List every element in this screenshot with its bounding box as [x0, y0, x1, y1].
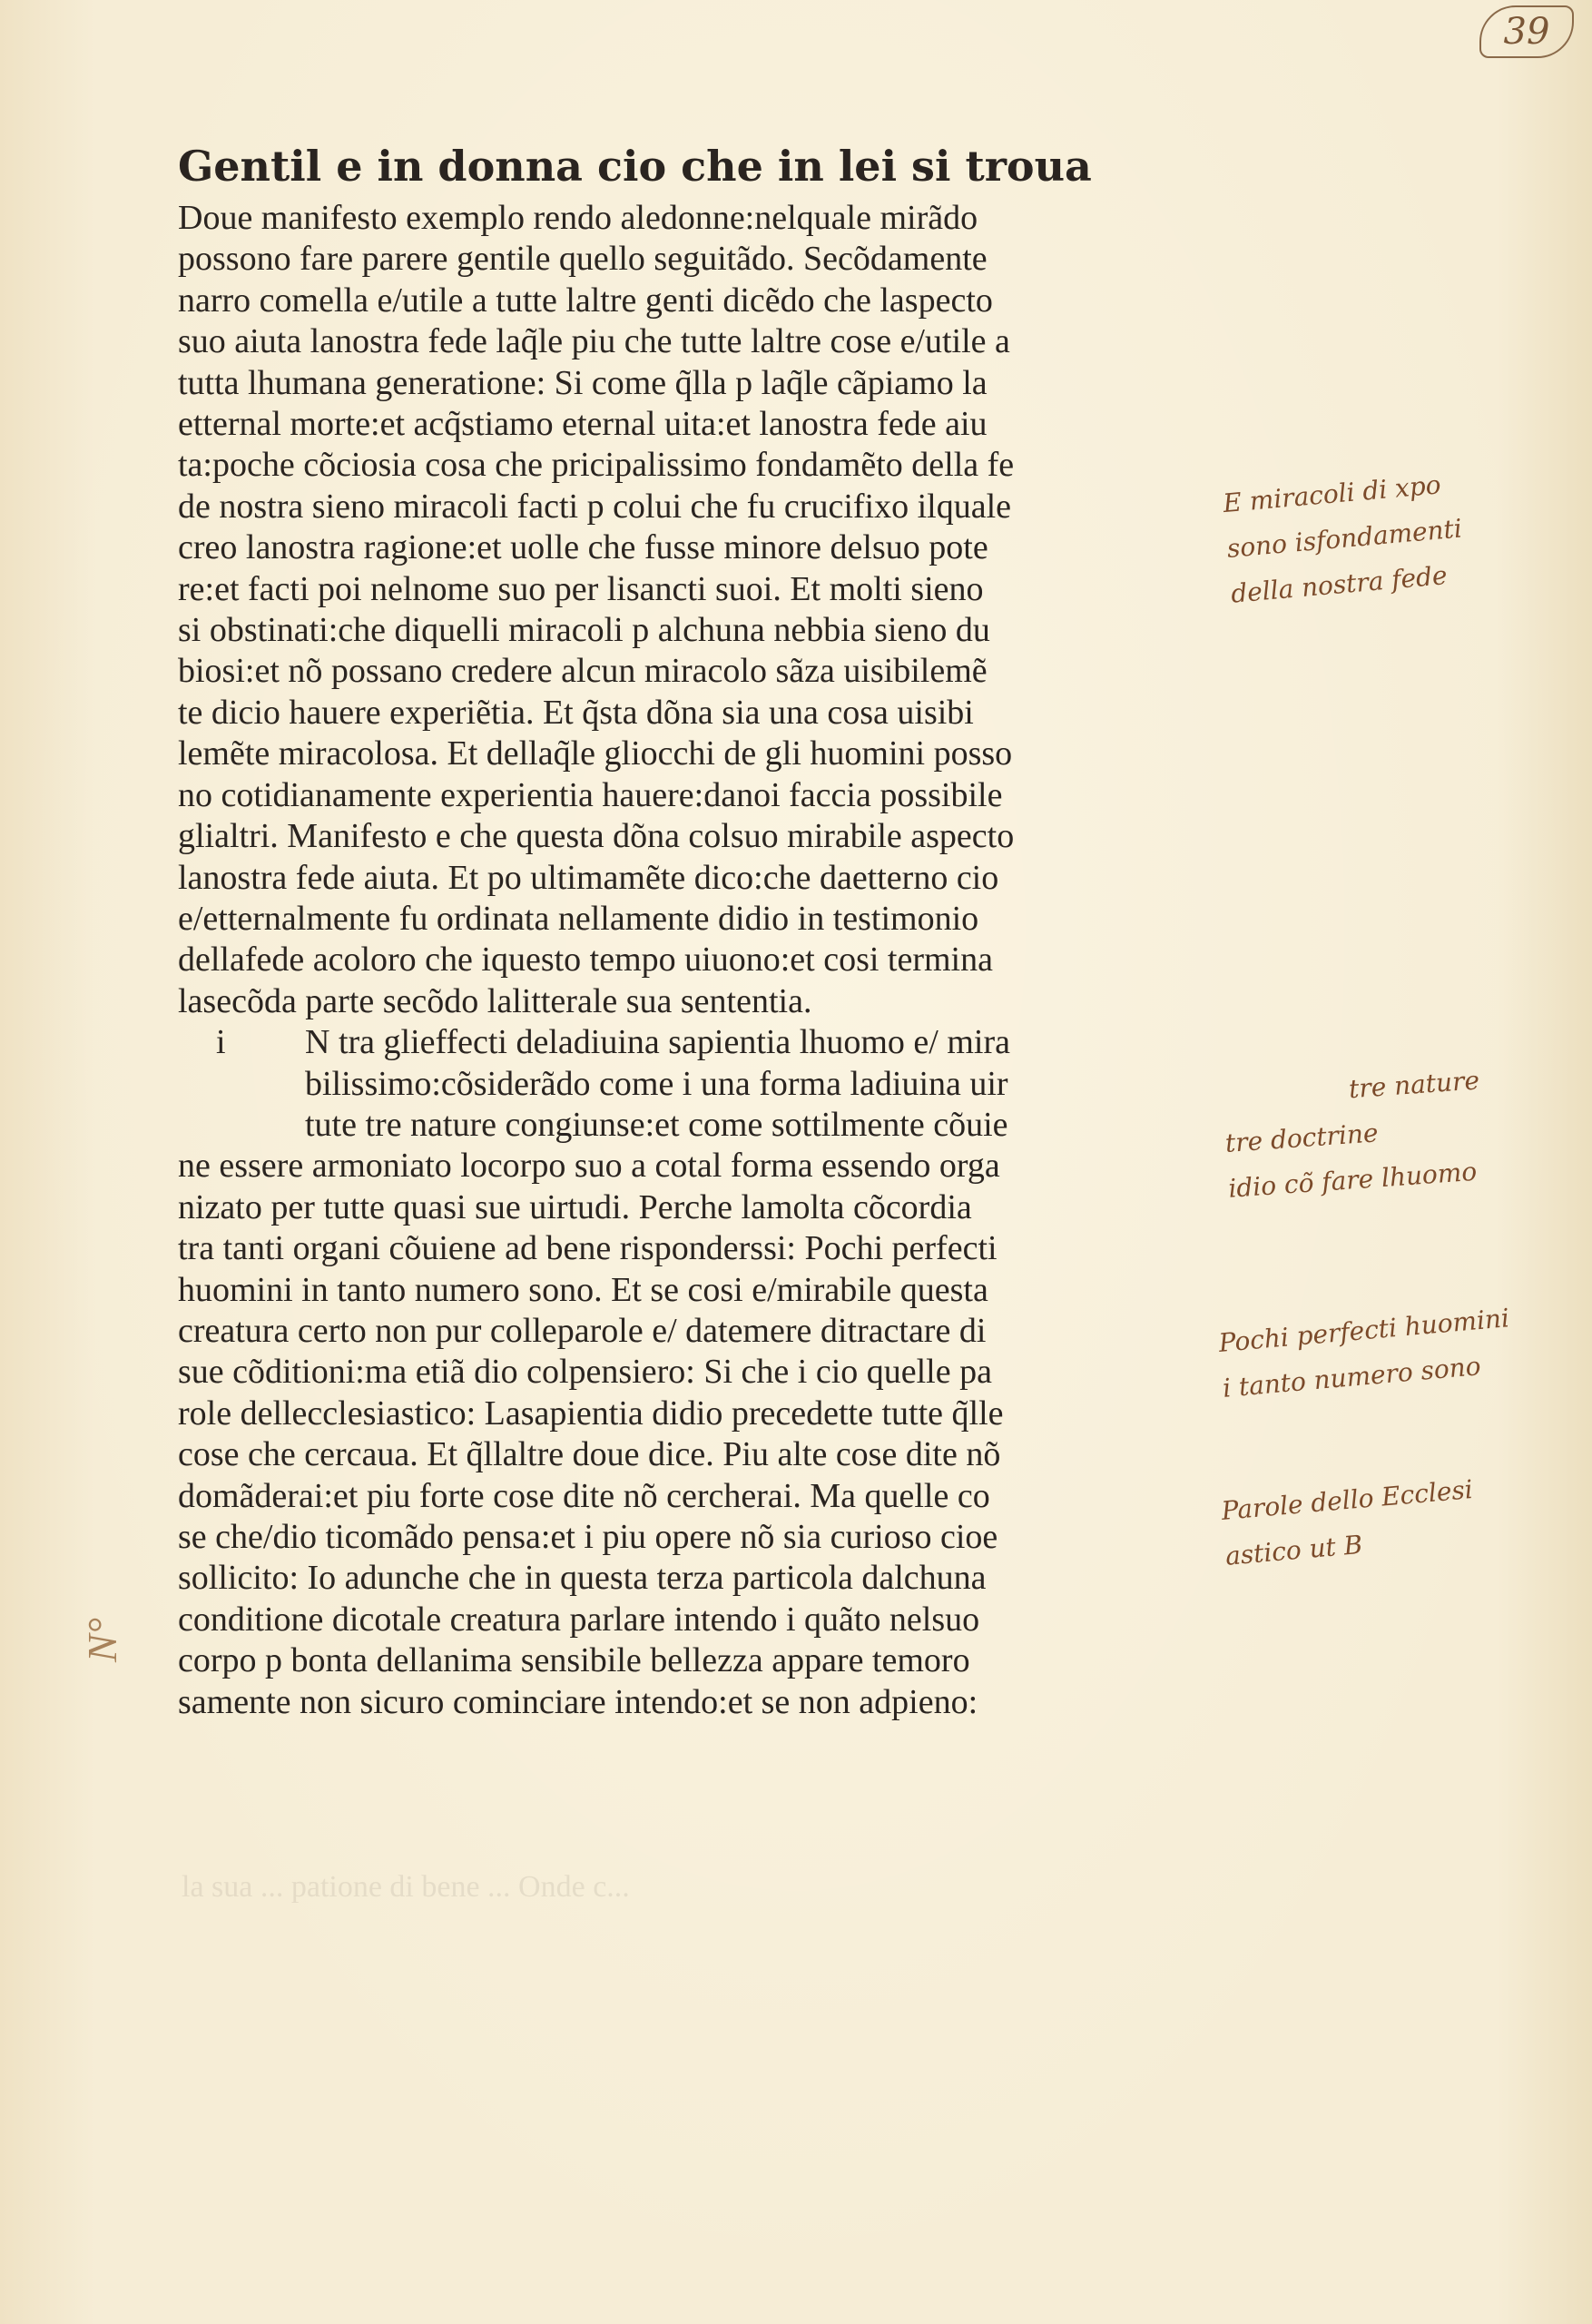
margin-annotation-3 [1217, 1295, 1516, 1412]
annotation-line: Parole dello Ecclesi [1220, 1473, 1474, 1527]
annotation-line: tre doctrine [1223, 1118, 1380, 1158]
text-line: domãderai:et piu forte cose dite nõ cercherai. Ma quelle co [178, 1476, 990, 1515]
text-line: si obstinati:che diquelli miracoli p alchuna nebbia sieno du [178, 611, 990, 650]
annotation-line: tre nature [1347, 1065, 1481, 1105]
annotation-line: E miracoli di xpo [1222, 469, 1442, 519]
margin-annotation-2 [1221, 1058, 1488, 1211]
text-line: ta:poche cõciosia cosa che pricipalissimo fondamẽto della fe [178, 446, 1015, 485]
text-line: narro comella e/utile a tutte laltre genti dicẽdo che laspecto [178, 281, 993, 320]
text-line: biosi:et nõ possano credere alcun miracolo sãza uisibilemẽ [178, 652, 988, 691]
text-line: possono fare parere gentile quello seguitãdo. Secõdamente [178, 240, 988, 279]
main-text-block [178, 136, 1194, 1723]
text-line: lemẽte miracolosa. Et dellaq̃le gliocchi de gli huomini posso [178, 734, 1013, 773]
text-line: tute tre nature congiunse:et come sottilmente cõuie [305, 1105, 1008, 1144]
text-line: e/etternalmente fu ordinata nellamente didio in testimonio [178, 899, 979, 938]
text-line: lanostra fede aiuta. Et po ultimamẽte dico:che daetterno cio [178, 858, 999, 897]
text-line: etternal morte:et acq̃stiamo eternal uita:et lanostra fede aiu [178, 405, 988, 444]
annotation-line: sono isfondamenti [1225, 513, 1463, 564]
text-line: creatura certo non pur colleparole e/ datemere ditractare di [178, 1311, 987, 1350]
text-line: tra tanti organi cõuiene ad bene risponderssi: Pochi perfecti [178, 1229, 997, 1268]
text-line: role dellecclesiastico: Lasapientia didio precedette tutte q̃lle [178, 1393, 1004, 1433]
annotation-line: i tanto numero sono [1221, 1351, 1482, 1403]
text-line: nizato per tutte quasi sue uirtudi. Perche lamolta cõcordia [178, 1187, 972, 1226]
folio-number: 39 [1479, 5, 1574, 58]
text-line: sollicito: Io adunche che in questa terza particola dalchuna [178, 1559, 987, 1598]
text-line: creo lanostra ragione:et uolle che fusse minore delsuo pote [178, 528, 988, 567]
margin-annotation-4 [1220, 1467, 1479, 1580]
text-line: lasecõda parte secõdo lalitterale sua sententia. [178, 981, 812, 1020]
initial-guide-letter: i [216, 1023, 226, 1062]
text-line: cose che cercaua. Et q̃llaltre doue dice. Piu alte cose dite nõ [178, 1435, 1001, 1474]
text-line: sue cõditioni:ma etiã dio colpensiero: Si che i cio quelle pa [178, 1353, 992, 1392]
text-line: N tra glieffecti deladiuina sapientia lhuomo e/ mira [305, 1023, 1010, 1062]
margin-stray-mark: N° [79, 1617, 126, 1663]
text-line: suo aiuta lanostra fede laq̃le piu che tutte laltre cose e/utile a [178, 322, 1010, 361]
text-line: glialtri. Manifesto e che questa dõna colsuo mirabile aspecto [178, 817, 1015, 856]
text-line: de nostra sieno miracoli facti p colui che fu crucifixo ilquale [178, 487, 1011, 526]
text-line: dellafede acoloro che iquesto tempo uiuono:et cosi termina [178, 940, 993, 980]
text-line: te dicio hauere experiẽtia. Et q̃sta dõna sia una cosa uisibi [178, 693, 974, 732]
text-line: no cotidianamente experientia hauere:danoi faccia possibile [178, 775, 1003, 814]
text-line: samente non sicuro cominciare intendo:et se non adpieno: [178, 1682, 978, 1721]
annotation-line: idio cõ fare lhuomo [1227, 1156, 1479, 1204]
bleed-through-text: la sua ... patione di bene ... Onde c... [182, 1870, 630, 1904]
text-line: ne essere armoniato locorpo suo a cotal forma essendo orga [178, 1147, 1000, 1186]
margin-annotation-1 [1221, 461, 1468, 617]
annotation-line: della nostra fede [1229, 560, 1449, 609]
text-line: re:et facti poi nelnome suo per lisancti suoi. Et molti sieno [178, 569, 984, 608]
text-line: corpo p bonta dellanima sensibile bellezza appare temoro [178, 1641, 970, 1680]
text-line: bilissimo:cõsiderãdo come i una forma ladiuina uir [305, 1064, 1008, 1103]
text-line: conditione dicotale creatura parlare intendo i quãto nelsuo [178, 1600, 980, 1639]
paragraph-1 [178, 198, 1194, 1022]
text-line: huomini in tanto numero sono. Et se cosi e/mirabile questa [178, 1270, 988, 1309]
text-line: tutta lhumana generatione: Si come q̃lla p laq̃le cãpiamo la [178, 363, 988, 402]
page-heading: Gentil e in donna cio che in lei si troua [178, 142, 1092, 191]
annotation-line: astico ut B [1223, 1529, 1364, 1571]
text-line: se che/dio ticomãdo pensa:et i piu opere nõ sia curioso cioe [178, 1518, 998, 1556]
text-line: Doue manifesto exemplo rendo aledonne:nelquale mirãdo [178, 199, 978, 237]
paragraph-2 [178, 1022, 1194, 1723]
annotation-line: Pochi perfecti huomini [1217, 1303, 1511, 1359]
